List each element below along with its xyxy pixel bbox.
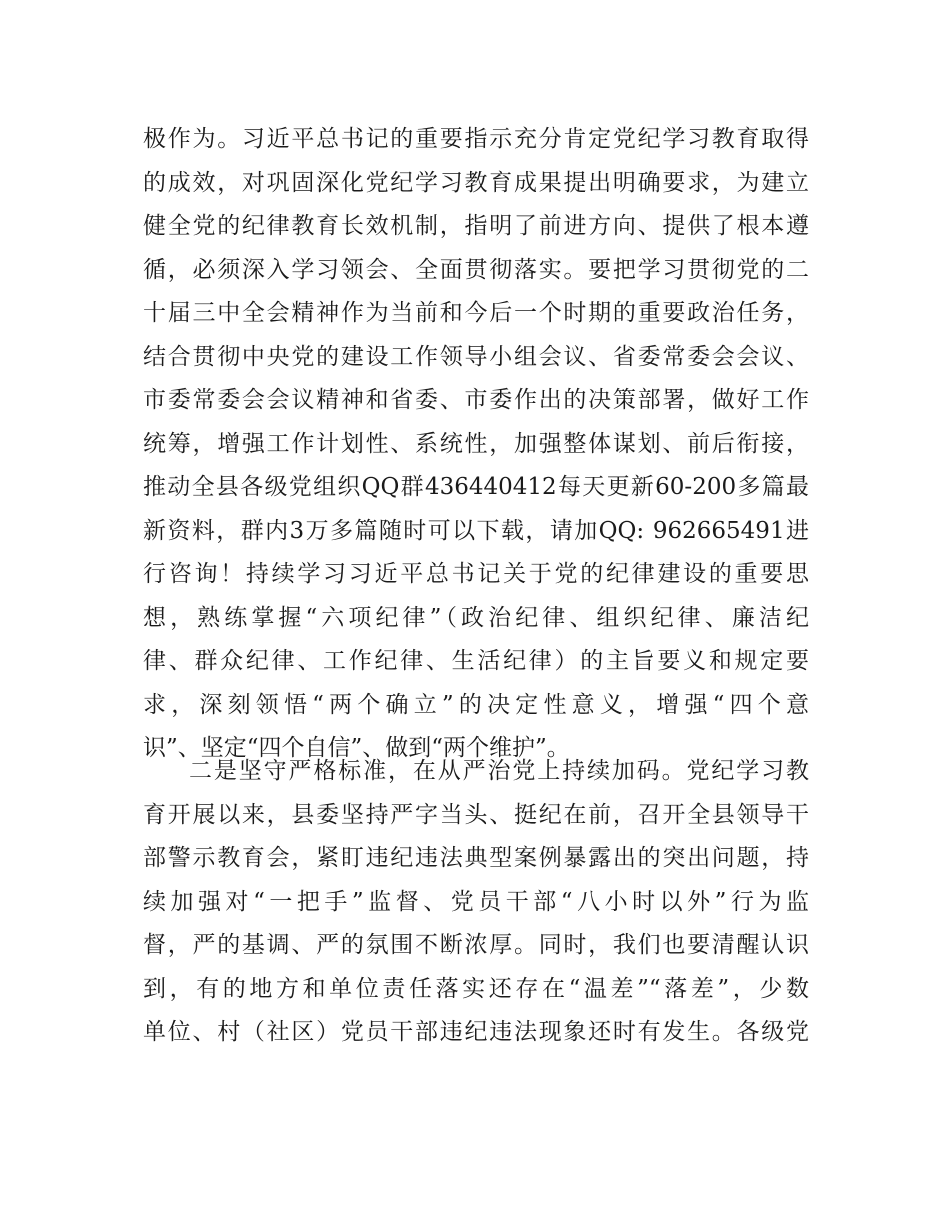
text-line: 循，必须深入学习领会、全面贯彻落实。要把学习贯彻党的二: [143, 256, 809, 283]
text-line: 督，严的基调、严的氛围不断浓厚。同时，我们也要清醒认识: [143, 932, 809, 958]
text-line: 市委常委会会议精神和省委、市委作出的决策部署，做好工作: [143, 387, 809, 413]
text-line: 育开展以来，县委坚持严字当头、挺纪在前，召开全县领导干: [143, 801, 809, 828]
text-line: 部警示教育会，紧盯违纪违法典型案例暴露出的突出问题，持: [143, 845, 809, 871]
text-line: 识”、坚定“四个自信”、做到“两个维护”。: [143, 735, 570, 761]
text-line: 二是坚守严格标准，在从严治党上持续加码。党纪学习教: [189, 758, 809, 784]
text-line: 健全党的纪律教育长效机制，指明了前进方向、提供了根本遵: [143, 213, 809, 239]
text-line: 十届三中全会精神作为当前和今后一个时期的重要政治任务，: [143, 300, 809, 326]
text-line: 结合贯彻中央党的建设工作领导小组会议、省委常委会会议、: [143, 343, 809, 370]
text-line: 行咨询！持续学习习近平总书记关于党的纪律建设的重要思: [143, 561, 809, 587]
paragraph-2: [143, 750, 809, 1055]
text-line: 单位、村（社区）党员干部违纪违法现象还时有发生。各级党: [143, 1019, 809, 1045]
text-line: 续加强对“一把手”监督、党员干部“八小时以外”行为监: [143, 888, 809, 915]
text-line: 的成效，对巩固深化党纪学习教育成果提出明确要求，为建立: [143, 169, 809, 196]
text-line: 想，熟练掌握“六项纪律”（政治纪律、组织纪律、廉洁纪: [143, 604, 809, 631]
text-line: 到，有的地方和单位责任落实还存在“温差”“落差”，少数: [143, 975, 809, 1002]
text-line: 求，深刻领悟“两个确立”的决定性意义，增强“四个意: [143, 691, 809, 718]
text-line: 极作为。习近平总书记的重要指示充分肯定党纪学习教育取得: [143, 126, 809, 152]
text-line: 推动全县各级党组织QQ群436440412每天更新60-200多篇最: [143, 474, 809, 500]
paragraph-1: [143, 118, 809, 771]
text-line: 新资料，群内3万多篇随时可以下载，请加QQ: 962665491进: [143, 517, 809, 544]
text-line: 统筹，增强工作计划性、系统性，加强整体谋划、前后衔接，: [143, 430, 809, 457]
text-line: 律、群众纪律、工作纪律、生活纪律）的主旨要义和规定要: [143, 648, 809, 674]
